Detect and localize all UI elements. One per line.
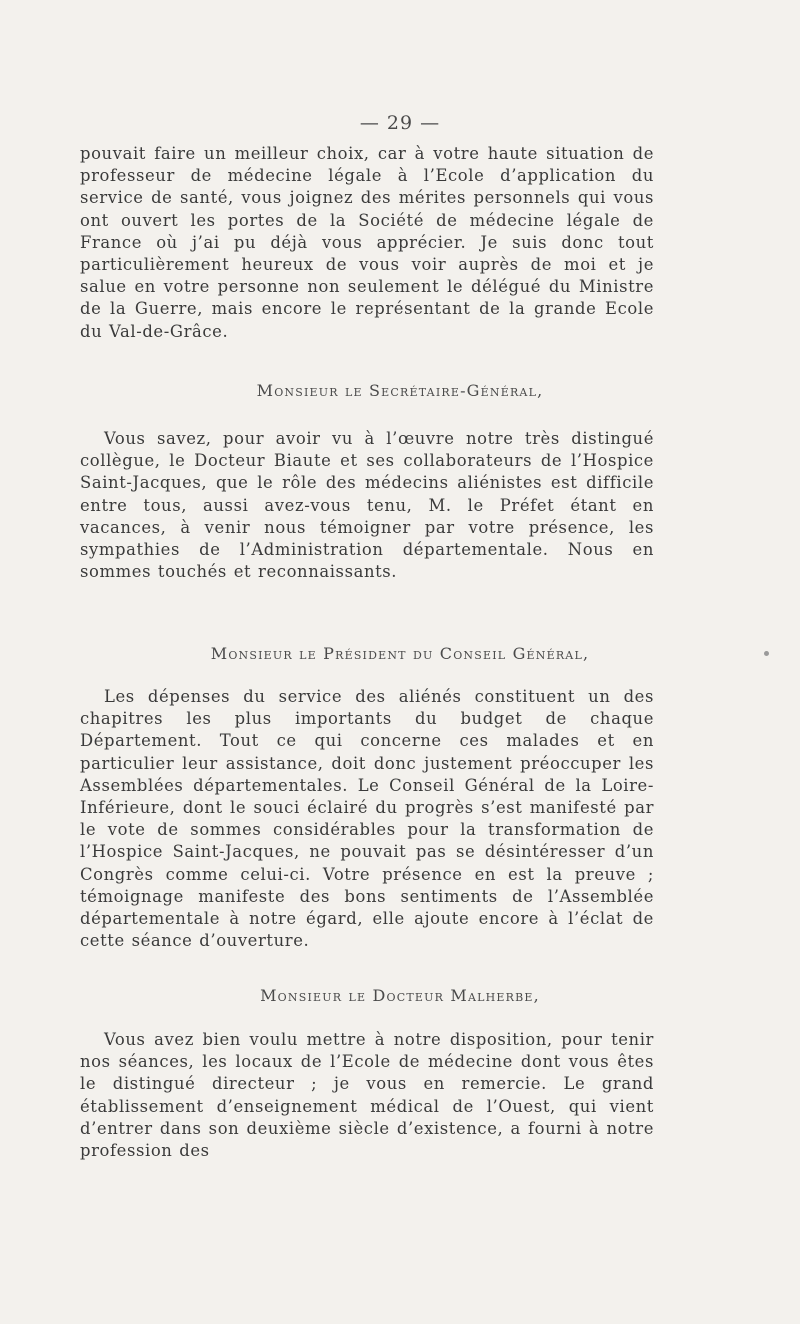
paragraph-4 (80, 1029, 654, 1162)
salutation-docteur-malherbe: Monsieur le Docteur Malherbe, (260, 986, 540, 1005)
paragraph-3-text: Les dépenses du service des aliénés constituent un des chapitres les plus importants du budget de chaque Département. Tout ce qui concerne ces malades et en particulier leur assistance, doit donc justement préoccuper les Assemblées départementales. Le Conseil Général de la Loire-Inférieure, dont le souci éclairé du progrès s’est manifesté par le vote de sommes considérables pour la transformation de l’Hospice Saint-Jacques, ne pouvait pas se désintéresser d’un Congrès comme celui-ci. Votre présence en est la preuve ; témoignage manifeste des bons sentiments de l’Assemblée départementale à notre égard, elle ajoute encore à l’éclat de cette séance d’ouverture. (80, 687, 654, 951)
paragraph-2 (80, 428, 654, 583)
salutation-president-conseil: Monsieur le Président du Conseil Général, (210, 644, 590, 663)
paragraph-1 (80, 143, 654, 343)
ink-speck (764, 651, 769, 656)
paragraph-4-text: Vous avez bien voulu mettre à notre disposition, pour tenir nos séances, les locaux de l’Ecole de médecine dont vous êtes le distingué directeur ; je vous en remercie. Le grand établissement d’enseignement médical de l’Ouest, qui vient d’entrer dans son deuxième siècle d’existence, a fourni à notre profession des (80, 1030, 654, 1161)
paragraph-3 (80, 686, 654, 952)
page-number: — 29 — (359, 112, 441, 134)
paragraph-1-text: pouvait faire un meilleur choix, car à votre haute situation de professeur de médecine légale à l’Ecole d’application du service de santé, vous joignez des mérites personnels qui vous ont ouvert les portes de la Société de médecine légale de France où j’ai pu déjà vous apprécier. Je suis donc tout particulièrement heureux de vous voir auprès de moi et je salue en votre personne non seulement le délégué du Ministre de la Guerre, mais encore le représentant de la grande Ecole du Val-de-Grâce. (80, 144, 654, 341)
paragraph-2-text: Vous savez, pour avoir vu à l’œuvre notre très distingué collègue, le Docteur Biaute et ses collaborateurs de l’Hospice Saint-Jacques, que le rôle des médecins aliénistes est difficile entre tous, aussi avez-vous tenu, M. le Préfet étant en vacances, à venir nous témoigner par votre présence, les sympathies de l’Administration départementale. Nous en sommes touchés et reconnaissants. (80, 429, 654, 582)
salutation-secretaire-general: Monsieur le Secrétaire-Général, (256, 381, 544, 400)
